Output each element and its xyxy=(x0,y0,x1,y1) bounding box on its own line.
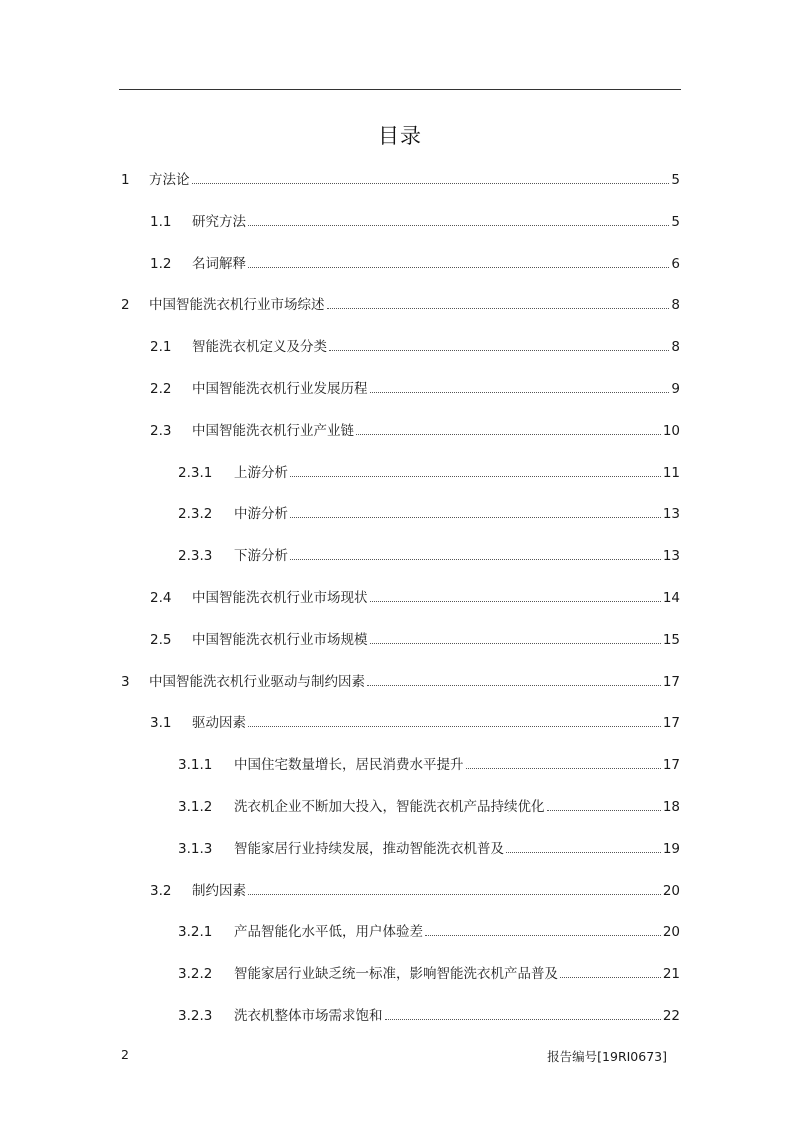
toc-dot-leader xyxy=(385,1019,661,1020)
toc-entry-page: 17 xyxy=(662,757,680,773)
toc-entry-label: 驱动因素 xyxy=(192,715,246,731)
toc-entry-page: 15 xyxy=(662,632,680,648)
toc-entry[interactable] xyxy=(150,252,680,272)
toc-entry-number: 2.4 xyxy=(150,590,172,606)
toc-entry[interactable] xyxy=(178,795,680,815)
toc-entry-label: 洗衣机企业不断加大投入，智能洗衣机产品持续优化 xyxy=(234,799,545,815)
toc-dot-leader xyxy=(547,810,661,811)
toc-entry-label: 中国智能洗衣机行业市场现状 xyxy=(192,590,368,606)
toc-dot-leader xyxy=(506,852,661,853)
toc-entry-page: 6 xyxy=(671,256,680,272)
toc-entry-label: 智能家居行业持续发展，推动智能洗衣机普及 xyxy=(234,841,504,857)
toc-entry-label: 中游分析 xyxy=(234,506,288,522)
toc-entry-label: 名词解释 xyxy=(192,256,246,272)
toc-entry-label: 中国智能洗衣机行业发展历程 xyxy=(192,381,368,397)
toc-entry-number: 2 xyxy=(121,297,130,313)
toc-entry-number: 3.2.2 xyxy=(178,966,213,982)
toc-dot-leader xyxy=(370,643,661,644)
toc-entry-page: 14 xyxy=(662,590,680,606)
toc-entry-label: 中国智能洗衣机行业产业链 xyxy=(192,423,354,439)
toc-entry[interactable] xyxy=(178,962,680,982)
toc-entry-label: 智能家居行业缺乏统一标准，影响智能洗衣机产品普及 xyxy=(234,966,558,982)
toc-entry-page: 8 xyxy=(671,297,680,313)
toc-entry[interactable] xyxy=(150,586,680,606)
toc-entry-page: 10 xyxy=(662,423,680,439)
toc-entry-label: 制约因素 xyxy=(192,883,246,899)
toc-entry-label: 洗衣机整体市场需求饱和 xyxy=(234,1008,383,1024)
toc-entry-page: 19 xyxy=(662,841,680,857)
toc-entry[interactable] xyxy=(150,419,680,439)
toc-dot-leader xyxy=(370,601,661,602)
toc-entry-page: 11 xyxy=(662,465,680,481)
toc-entry[interactable] xyxy=(178,920,680,940)
toc-entry-page: 18 xyxy=(662,799,680,815)
toc-entry-number: 1.2 xyxy=(150,256,172,272)
toc-entry-page: 22 xyxy=(662,1008,680,1024)
toc-entry[interactable] xyxy=(150,210,680,230)
toc-dot-leader xyxy=(290,517,661,518)
toc-entry-number: 3.1.1 xyxy=(178,757,213,773)
toc-dot-leader xyxy=(248,225,669,226)
toc-entry-number: 3.1 xyxy=(150,715,172,731)
toc-dot-leader xyxy=(327,308,670,309)
toc-entry[interactable] xyxy=(178,837,680,857)
toc-entry-page: 21 xyxy=(662,966,680,982)
toc-entry[interactable] xyxy=(178,544,680,564)
toc-entry-number: 1.1 xyxy=(150,214,172,230)
toc-entry-number: 3.2.1 xyxy=(178,924,213,940)
toc-entry-page: 13 xyxy=(662,506,680,522)
toc-entry[interactable] xyxy=(178,461,680,481)
toc-entry-number: 2.3.2 xyxy=(178,506,213,522)
toc-entry-number: 3.2 xyxy=(150,883,172,899)
toc-dot-leader xyxy=(466,768,661,769)
toc-entry[interactable] xyxy=(150,628,680,648)
toc-entry[interactable] xyxy=(150,711,680,731)
toc-entry-label: 中国智能洗衣机行业市场规模 xyxy=(192,632,368,648)
toc-entry-label: 中国住宅数量增长，居民消费水平提升 xyxy=(234,757,464,773)
toc-entry[interactable] xyxy=(178,1004,680,1024)
toc-entry[interactable] xyxy=(150,879,680,899)
toc-entry-page: 17 xyxy=(662,674,680,690)
toc-entry-number: 2.3.3 xyxy=(178,548,213,564)
toc-entry-number: 2.5 xyxy=(150,632,172,648)
toc-entry-page: 8 xyxy=(671,339,680,355)
page-title: 目录 xyxy=(378,124,422,148)
toc-entry[interactable] xyxy=(121,670,680,690)
toc-entry-page: 17 xyxy=(662,715,680,731)
toc-entry-page: 9 xyxy=(671,381,680,397)
toc-entry-number: 3 xyxy=(121,674,130,690)
toc-entry-label: 中国智能洗衣机行业市场综述 xyxy=(149,297,325,313)
toc-entry-page: 13 xyxy=(662,548,680,564)
toc-dot-leader xyxy=(248,726,661,727)
toc-entry[interactable] xyxy=(150,335,680,355)
header-rule xyxy=(119,89,681,90)
toc-dot-leader xyxy=(290,476,661,477)
toc-entry-number: 3.1.2 xyxy=(178,799,213,815)
toc-entry[interactable] xyxy=(178,753,680,773)
toc-entry-number: 2.3 xyxy=(150,423,172,439)
toc-entry-label: 研究方法 xyxy=(192,214,246,230)
toc-entry-page: 5 xyxy=(671,214,680,230)
toc-entry-number: 2.2 xyxy=(150,381,172,397)
toc-dot-leader xyxy=(367,685,661,686)
toc-dot-leader xyxy=(329,350,669,351)
toc-entry-label: 中国智能洗衣机行业驱动与制约因素 xyxy=(149,674,365,690)
toc-dot-leader xyxy=(560,977,661,978)
toc-entry[interactable] xyxy=(121,293,680,313)
toc-entry-number: 2.1 xyxy=(150,339,172,355)
toc-entry-label: 方法论 xyxy=(149,172,190,188)
toc-dot-leader xyxy=(290,559,661,560)
toc-dot-leader xyxy=(192,183,670,184)
toc-dot-leader xyxy=(248,894,661,895)
toc-entry-page: 5 xyxy=(671,172,680,188)
report-id: 报告编号[19RI0673] xyxy=(547,1049,667,1064)
toc-entry-number: 3.2.3 xyxy=(178,1008,213,1024)
toc-entry-label: 下游分析 xyxy=(234,548,288,564)
toc-entry[interactable] xyxy=(178,502,680,522)
toc-entry-page: 20 xyxy=(662,924,680,940)
page-number: 2 xyxy=(121,1047,129,1062)
toc-dot-leader xyxy=(370,392,670,393)
toc-dot-leader xyxy=(248,267,669,268)
toc-entry-number: 2.3.1 xyxy=(178,465,213,481)
toc-entry-number: 1 xyxy=(121,172,130,188)
toc-entry-page: 20 xyxy=(662,883,680,899)
toc-entry[interactable] xyxy=(121,168,680,188)
toc-entry[interactable] xyxy=(150,377,680,397)
toc-dot-leader xyxy=(425,935,661,936)
toc-dot-leader xyxy=(356,434,661,435)
toc-entry-label: 智能洗衣机定义及分类 xyxy=(192,339,327,355)
toc-entry-label: 产品智能化水平低，用户体验差 xyxy=(234,924,423,940)
toc-entry-number: 3.1.3 xyxy=(178,841,213,857)
toc-entry-label: 上游分析 xyxy=(234,465,288,481)
